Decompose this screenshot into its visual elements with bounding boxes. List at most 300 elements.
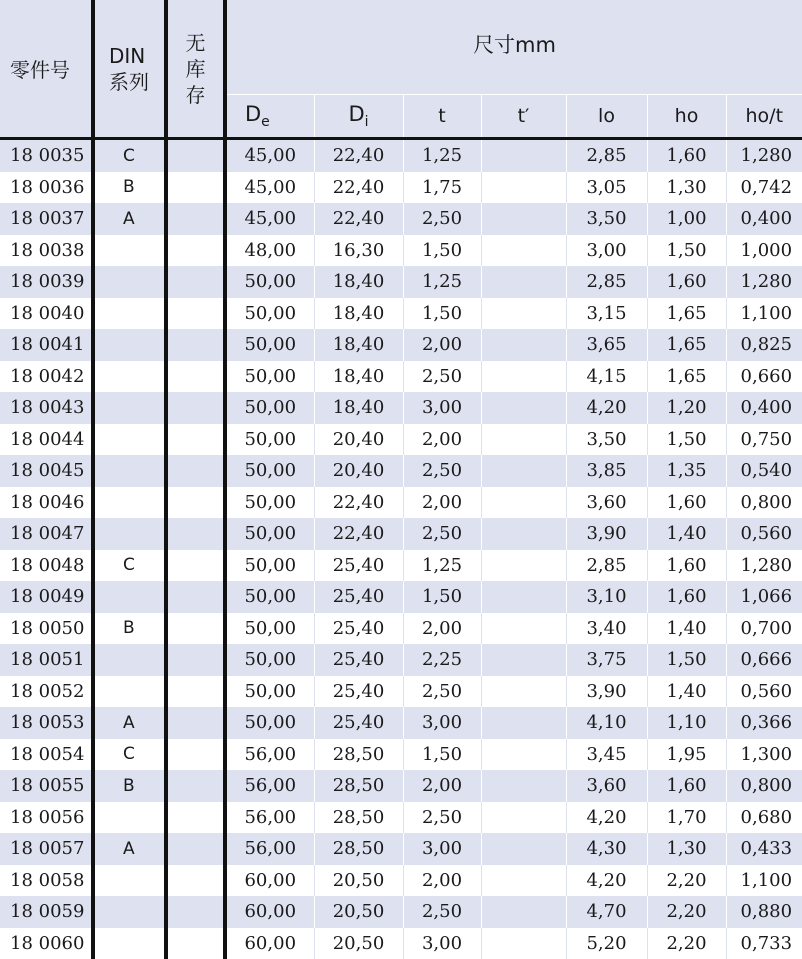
- cell-di: 16,30: [314, 235, 403, 267]
- cell-part-no: 18 0039: [0, 266, 93, 298]
- cell-di: 22,40: [314, 487, 403, 519]
- table-row: [0, 266, 802, 298]
- cell-t: 3,00: [403, 707, 481, 739]
- cell-din-series: [93, 266, 166, 298]
- cell-ho-t: 0,800: [726, 770, 802, 802]
- cell-de: 45,00: [225, 139, 314, 172]
- cell-lo: 4,20: [566, 865, 647, 897]
- cell-de: 56,00: [225, 770, 314, 802]
- cell-de: 45,00: [225, 203, 314, 235]
- cell-ho: 1,60: [647, 487, 726, 519]
- table-row: [0, 707, 802, 739]
- cell-di: 25,40: [314, 644, 403, 676]
- cell-part-no: 18 0055: [0, 770, 93, 802]
- cell-ho-t: 1,000: [726, 235, 802, 267]
- cell-t: 1,50: [403, 581, 481, 613]
- cell-out-of-stock: [166, 298, 225, 330]
- cell-part-no: 18 0049: [0, 581, 93, 613]
- cell-lo: 3,10: [566, 581, 647, 613]
- cell-ho: 1,65: [647, 329, 726, 361]
- cell-t-prime: [481, 392, 566, 424]
- cell-ho-t: 0,560: [726, 676, 802, 708]
- table-row: [0, 361, 802, 393]
- cell-t-prime: [481, 424, 566, 456]
- cell-ho: 1,40: [647, 676, 726, 708]
- header-de-sub: e: [261, 114, 270, 130]
- cell-part-no: 18 0047: [0, 518, 93, 550]
- table-row: [0, 518, 802, 550]
- cell-t-prime: [481, 518, 566, 550]
- cell-de: 50,00: [225, 644, 314, 676]
- header-din-series: [93, 0, 166, 139]
- cell-de: 50,00: [225, 707, 314, 739]
- cell-t: 1,75: [403, 172, 481, 204]
- header-dimensions: [225, 0, 802, 95]
- cell-ho-t: 0,660: [726, 361, 802, 393]
- cell-lo: 3,05: [566, 172, 647, 204]
- cell-t-prime: [481, 329, 566, 361]
- cell-lo: 3,60: [566, 770, 647, 802]
- cell-out-of-stock: [166, 676, 225, 708]
- cell-out-of-stock: [166, 487, 225, 519]
- cell-lo: 3,65: [566, 329, 647, 361]
- cell-lo: 4,10: [566, 707, 647, 739]
- table-row: [0, 203, 802, 235]
- cell-t-prime: [481, 487, 566, 519]
- cell-din-series: [93, 676, 166, 708]
- cell-ho: 1,30: [647, 172, 726, 204]
- cell-ho: 1,50: [647, 424, 726, 456]
- cell-ho: 1,60: [647, 581, 726, 613]
- header-stock-char-1: 无: [168, 30, 223, 56]
- cell-lo: 4,15: [566, 361, 647, 393]
- cell-out-of-stock: [166, 550, 225, 582]
- cell-t-prime: [481, 550, 566, 582]
- cell-part-no: 18 0052: [0, 676, 93, 708]
- cell-part-no: 18 0044: [0, 424, 93, 456]
- cell-din-series: [93, 865, 166, 897]
- table-row: [0, 487, 802, 519]
- cell-out-of-stock: [166, 455, 225, 487]
- cell-din-series: [93, 802, 166, 834]
- cell-lo: 3,40: [566, 613, 647, 645]
- cell-ho-t: 1,280: [726, 139, 802, 172]
- cell-ho-t: 0,880: [726, 896, 802, 928]
- cell-di: 20,50: [314, 928, 403, 959]
- cell-out-of-stock: [166, 739, 225, 771]
- cell-lo: 4,20: [566, 392, 647, 424]
- cell-di: 28,50: [314, 739, 403, 771]
- cell-t: 1,25: [403, 139, 481, 172]
- cell-t-prime: [481, 739, 566, 771]
- cell-din-series: A: [93, 833, 166, 865]
- cell-di: 18,40: [314, 298, 403, 330]
- cell-t-prime: [481, 361, 566, 393]
- cell-out-of-stock: [166, 770, 225, 802]
- cell-de: 50,00: [225, 518, 314, 550]
- cell-t-prime: [481, 676, 566, 708]
- cell-di: 20,50: [314, 865, 403, 897]
- cell-t: 3,00: [403, 392, 481, 424]
- cell-t: 3,00: [403, 833, 481, 865]
- cell-out-of-stock: [166, 424, 225, 456]
- header-de: [225, 95, 314, 139]
- table-body: [0, 139, 802, 959]
- cell-ho-t: 0,666: [726, 644, 802, 676]
- cell-part-no: 18 0036: [0, 172, 93, 204]
- header-ho-label: ho: [675, 105, 699, 127]
- cell-out-of-stock: [166, 518, 225, 550]
- cell-out-of-stock: [166, 329, 225, 361]
- cell-t: 1,25: [403, 266, 481, 298]
- cell-ho: 2,20: [647, 896, 726, 928]
- header-t-prime-label: t′: [518, 105, 530, 127]
- cell-di: 25,40: [314, 613, 403, 645]
- cell-t-prime: [481, 928, 566, 959]
- table-row: [0, 865, 802, 897]
- cell-part-no: 18 0059: [0, 896, 93, 928]
- cell-din-series: [93, 487, 166, 519]
- cell-ho-t: 1,100: [726, 865, 802, 897]
- cell-ho-t: 1,300: [726, 739, 802, 771]
- cell-di: 18,40: [314, 266, 403, 298]
- cell-di: 28,50: [314, 833, 403, 865]
- cell-t-prime: [481, 455, 566, 487]
- cell-ho: 1,20: [647, 392, 726, 424]
- cell-part-no: 18 0048: [0, 550, 93, 582]
- cell-ho-t: 1,100: [726, 298, 802, 330]
- header-din-label: DIN: [109, 43, 164, 69]
- cell-ho: 1,10: [647, 707, 726, 739]
- cell-ho: 1,50: [647, 644, 726, 676]
- cell-ho-t: 0,733: [726, 928, 802, 959]
- cell-lo: 3,15: [566, 298, 647, 330]
- cell-out-of-stock: [166, 802, 225, 834]
- cell-din-series: [93, 896, 166, 928]
- cell-out-of-stock: [166, 865, 225, 897]
- table-row: [0, 392, 802, 424]
- cell-out-of-stock: [166, 172, 225, 204]
- cell-ho: 1,30: [647, 833, 726, 865]
- cell-de: 48,00: [225, 235, 314, 267]
- cell-ho-t: 1,280: [726, 266, 802, 298]
- cell-ho: 1,00: [647, 203, 726, 235]
- header-t: [403, 95, 481, 139]
- cell-t: 2,50: [403, 518, 481, 550]
- cell-t-prime: [481, 896, 566, 928]
- cell-t-prime: [481, 581, 566, 613]
- cell-out-of-stock: [166, 361, 225, 393]
- cell-di: 25,40: [314, 676, 403, 708]
- cell-de: 56,00: [225, 739, 314, 771]
- cell-t-prime: [481, 139, 566, 172]
- table-row: [0, 770, 802, 802]
- table-row: [0, 139, 802, 172]
- cell-lo: 2,85: [566, 266, 647, 298]
- cell-t: 2,00: [403, 865, 481, 897]
- table-row: [0, 928, 802, 959]
- table-row: [0, 896, 802, 928]
- cell-part-no: 18 0054: [0, 739, 93, 771]
- table-row: [0, 329, 802, 361]
- table-row: [0, 613, 802, 645]
- cell-din-series: B: [93, 172, 166, 204]
- cell-de: 60,00: [225, 928, 314, 959]
- table-row: [0, 676, 802, 708]
- cell-t-prime: [481, 707, 566, 739]
- table-row: [0, 802, 802, 834]
- cell-de: 50,00: [225, 298, 314, 330]
- cell-part-no: 18 0046: [0, 487, 93, 519]
- cell-de: 50,00: [225, 455, 314, 487]
- cell-part-no: 18 0053: [0, 707, 93, 739]
- cell-out-of-stock: [166, 203, 225, 235]
- header-stock-char-3: 存: [168, 82, 223, 108]
- cell-di: 20,40: [314, 455, 403, 487]
- cell-din-series: C: [93, 550, 166, 582]
- cell-t: 1,25: [403, 550, 481, 582]
- table-row: [0, 298, 802, 330]
- cell-ho-t: 0,560: [726, 518, 802, 550]
- cell-ho: 2,20: [647, 865, 726, 897]
- cell-t: 2,00: [403, 424, 481, 456]
- cell-part-no: 18 0040: [0, 298, 93, 330]
- cell-de: 50,00: [225, 676, 314, 708]
- cell-t: 2,25: [403, 644, 481, 676]
- cell-ho: 1,35: [647, 455, 726, 487]
- header-dimensions-label: 尺寸mm: [473, 33, 556, 57]
- cell-ho: 1,60: [647, 266, 726, 298]
- cell-t: 2,00: [403, 770, 481, 802]
- table-row: [0, 644, 802, 676]
- cell-out-of-stock: [166, 833, 225, 865]
- cell-di: 25,40: [314, 707, 403, 739]
- cell-de: 45,00: [225, 172, 314, 204]
- cell-di: 18,40: [314, 329, 403, 361]
- cell-di: 22,40: [314, 203, 403, 235]
- cell-de: 56,00: [225, 833, 314, 865]
- cell-part-no: 18 0051: [0, 644, 93, 676]
- cell-t: 2,50: [403, 455, 481, 487]
- cell-out-of-stock: [166, 392, 225, 424]
- header-t-prime: [481, 95, 566, 139]
- cell-t: 2,00: [403, 487, 481, 519]
- cell-ho-t: 0,750: [726, 424, 802, 456]
- cell-din-series: [93, 644, 166, 676]
- table-row: [0, 235, 802, 267]
- cell-t: 2,00: [403, 329, 481, 361]
- cell-ho-t: 1,066: [726, 581, 802, 613]
- cell-lo: 3,75: [566, 644, 647, 676]
- table-row: [0, 424, 802, 456]
- cell-part-no: 18 0037: [0, 203, 93, 235]
- cell-lo: 3,85: [566, 455, 647, 487]
- cell-de: 60,00: [225, 896, 314, 928]
- cell-din-series: [93, 455, 166, 487]
- cell-t: 2,50: [403, 896, 481, 928]
- cell-ho: 1,95: [647, 739, 726, 771]
- cell-ho: 2,20: [647, 928, 726, 959]
- cell-ho: 1,40: [647, 613, 726, 645]
- cell-ho: 1,60: [647, 770, 726, 802]
- cell-t: 1,50: [403, 739, 481, 771]
- header-de-main: D: [245, 102, 261, 126]
- table-row: [0, 172, 802, 204]
- cell-t-prime: [481, 644, 566, 676]
- header-di: [314, 95, 403, 139]
- cell-din-series: B: [93, 613, 166, 645]
- cell-ho-t: 0,400: [726, 392, 802, 424]
- header-lo: [566, 95, 647, 139]
- cell-part-no: 18 0042: [0, 361, 93, 393]
- header-ho-t: [726, 95, 802, 139]
- cell-din-series: [93, 392, 166, 424]
- cell-part-no: 18 0041: [0, 329, 93, 361]
- cell-ho-t: 0,540: [726, 455, 802, 487]
- cell-di: 28,50: [314, 802, 403, 834]
- cell-t-prime: [481, 266, 566, 298]
- cell-t-prime: [481, 172, 566, 204]
- cell-out-of-stock: [166, 707, 225, 739]
- cell-ho-t: 0,800: [726, 487, 802, 519]
- cell-part-no: 18 0043: [0, 392, 93, 424]
- table-row: [0, 550, 802, 582]
- cell-di: 25,40: [314, 550, 403, 582]
- cell-din-series: [93, 518, 166, 550]
- header-di-main: D: [349, 102, 365, 126]
- cell-t: 3,00: [403, 928, 481, 959]
- cell-lo: 4,30: [566, 833, 647, 865]
- header-di-sub: i: [365, 114, 369, 130]
- cell-de: 50,00: [225, 424, 314, 456]
- header-ho: [647, 95, 726, 139]
- cell-ho: 1,60: [647, 139, 726, 172]
- cell-out-of-stock: [166, 139, 225, 172]
- header-part-no-label: 零件号: [10, 58, 70, 82]
- cell-din-series: [93, 298, 166, 330]
- cell-ho-t: 0,366: [726, 707, 802, 739]
- cell-din-series: [93, 581, 166, 613]
- cell-t-prime: [481, 865, 566, 897]
- cell-lo: 4,70: [566, 896, 647, 928]
- cell-di: 25,40: [314, 581, 403, 613]
- cell-ho-t: 0,742: [726, 172, 802, 204]
- header-out-of-stock: [166, 0, 225, 139]
- cell-din-series: C: [93, 739, 166, 771]
- cell-part-no: 18 0035: [0, 139, 93, 172]
- cell-ho-t: 0,825: [726, 329, 802, 361]
- cell-lo: 5,20: [566, 928, 647, 959]
- cell-din-series: [93, 361, 166, 393]
- cell-out-of-stock: [166, 581, 225, 613]
- cell-lo: 3,45: [566, 739, 647, 771]
- cell-din-series: A: [93, 203, 166, 235]
- cell-ho: 1,65: [647, 298, 726, 330]
- table-row: [0, 833, 802, 865]
- cell-de: 50,00: [225, 487, 314, 519]
- cell-t: 2,50: [403, 802, 481, 834]
- cell-ho-t: 0,400: [726, 203, 802, 235]
- cell-ho: 1,50: [647, 235, 726, 267]
- header-t-label: t: [438, 105, 445, 127]
- cell-lo: 3,90: [566, 676, 647, 708]
- cell-t-prime: [481, 298, 566, 330]
- cell-din-series: [93, 424, 166, 456]
- cell-de: 50,00: [225, 392, 314, 424]
- cell-ho: 1,70: [647, 802, 726, 834]
- cell-lo: 3,50: [566, 424, 647, 456]
- cell-lo: 2,85: [566, 139, 647, 172]
- header-ho-t-label: ho/t: [746, 105, 784, 127]
- cell-out-of-stock: [166, 613, 225, 645]
- cell-t-prime: [481, 802, 566, 834]
- cell-di: 28,50: [314, 770, 403, 802]
- cell-t: 2,00: [403, 613, 481, 645]
- header-stock-char-2: 库: [168, 56, 223, 82]
- cell-di: 18,40: [314, 392, 403, 424]
- cell-ho: 1,65: [647, 361, 726, 393]
- cell-din-series: [93, 235, 166, 267]
- cell-lo: 3,90: [566, 518, 647, 550]
- cell-t: 1,50: [403, 235, 481, 267]
- cell-t: 2,50: [403, 203, 481, 235]
- cell-de: 50,00: [225, 266, 314, 298]
- cell-t: 2,50: [403, 676, 481, 708]
- cell-din-series: [93, 928, 166, 959]
- cell-di: 22,40: [314, 139, 403, 172]
- cell-ho-t: 0,700: [726, 613, 802, 645]
- cell-ho-t: 0,433: [726, 833, 802, 865]
- cell-de: 60,00: [225, 865, 314, 897]
- cell-di: 18,40: [314, 361, 403, 393]
- cell-t-prime: [481, 235, 566, 267]
- cell-part-no: 18 0045: [0, 455, 93, 487]
- table-row: [0, 739, 802, 771]
- cell-t-prime: [481, 613, 566, 645]
- cell-out-of-stock: [166, 896, 225, 928]
- cell-t-prime: [481, 770, 566, 802]
- cell-ho-t: 0,680: [726, 802, 802, 834]
- table-header: [0, 0, 802, 139]
- cell-out-of-stock: [166, 266, 225, 298]
- cell-ho: 1,40: [647, 518, 726, 550]
- cell-out-of-stock: [166, 928, 225, 959]
- cell-din-series: B: [93, 770, 166, 802]
- cell-di: 20,40: [314, 424, 403, 456]
- cell-ho-t: 1,280: [726, 550, 802, 582]
- header-lo-label: lo: [598, 105, 615, 127]
- cell-de: 50,00: [225, 361, 314, 393]
- cell-di: 22,40: [314, 518, 403, 550]
- cell-part-no: 18 0050: [0, 613, 93, 645]
- cell-part-no: 18 0057: [0, 833, 93, 865]
- cell-de: 50,00: [225, 581, 314, 613]
- cell-ho: 1,60: [647, 550, 726, 582]
- cell-din-series: A: [93, 707, 166, 739]
- cell-din-series: C: [93, 139, 166, 172]
- cell-de: 56,00: [225, 802, 314, 834]
- table-row: [0, 581, 802, 613]
- cell-lo: 4,20: [566, 802, 647, 834]
- cell-t-prime: [481, 833, 566, 865]
- cell-lo: 3,50: [566, 203, 647, 235]
- cell-din-series: [93, 329, 166, 361]
- cell-de: 50,00: [225, 613, 314, 645]
- cell-lo: 2,85: [566, 550, 647, 582]
- cell-di: 20,50: [314, 896, 403, 928]
- header-part-no: [0, 0, 93, 139]
- cell-t: 2,50: [403, 361, 481, 393]
